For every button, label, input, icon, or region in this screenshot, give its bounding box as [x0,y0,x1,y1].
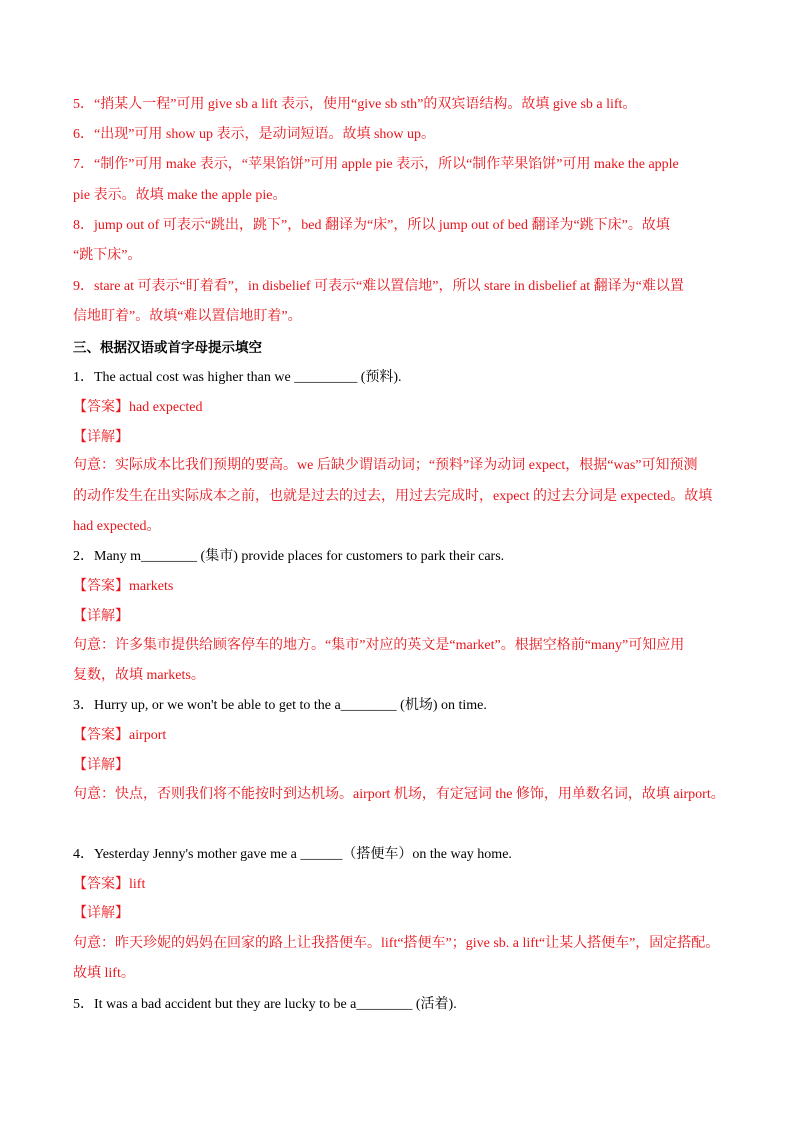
explanation-line: 6．“出现”可用 show up 表示，是动词短语。故填 show up。 [73,127,436,142]
explanation-line: 9．stare at 可表示“盯着看”，in disbelief 可表示“难以置信地”，所以 stare in disbelief at 翻译为“难以置 [73,279,684,294]
explanation-4-line: 故填 lift。 [73,966,135,981]
explanation-line: 信地盯着”。故填“难以置信地盯着”。 [73,309,302,324]
question-2: 2．Many m________ (集市) provide places for customers to park their cars. [73,549,505,564]
explanation-line: 5．“捎某人一程”可用 give sb a lift 表示，使用“give sb sth”的双宾语结构。故填 give sb a lift。 [73,97,637,112]
section-title: 三、根据汉语或首字母提示填空 [73,340,262,356]
explanation-line: 7．“制作”可用 make 表示，“苹果馅饼”可用 apple pie 表示，所以“制作苹果馅饼”可用 make the apple [73,157,679,172]
explanation-1-line: had expected。 [73,519,161,534]
question-3: 3．Hurry up, or we won't be able to get to the a________ (机场) on time. [73,698,487,713]
explanation-line: pie 表示。故填 make the apple pie。 [73,188,287,203]
answer-3: 【答案】airport [73,728,167,743]
answer-4: 【答案】lift [73,877,146,892]
explanation-1-line: 句意：实际成本比我们预期的要高。we 后缺少谓语动词；“预料”译为动词 expect，根据“was”可知预测 [73,458,698,473]
detail-label-4: 【详解】 [73,906,129,921]
explanation-3-line: 句意：快点，否则我们将不能按时到达机场。airport 机场，有定冠词 the 修饰，用单数名词，故填 airport。 [73,787,725,802]
explanation-4-line: 句意：昨天珍妮的妈妈在回家的路上让我搭便车。lift“搭便车”；give sb. a lift“让某人搭便车”，固定搭配。 [73,936,720,951]
explanation-line: 8．jump out of 可表示“跳出，跳下”，bed 翻译为“床”，所以 jump out of bed 翻译为“跳下床”。故填 [73,218,670,233]
detail-label-2: 【详解】 [73,609,129,624]
explanation-2-line: 复数，故填 markets。 [73,668,205,683]
explanation-line: “跳下床”。 [73,248,142,263]
question-1: 1．The actual cost was higher than we _________ (预料). [73,370,402,385]
answer-1: 【答案】had expected [73,400,203,415]
explanation-1-line: 的动作发生在出实际成本之前，也就是过去的过去，用过去完成时，expect 的过去分词是 expected。故填 [73,489,713,504]
detail-label-1: 【详解】 [73,430,129,445]
answer-2: 【答案】markets [73,579,174,594]
explanation-2-line: 句意：许多集市提供给顾客停车的地方。“集市”对应的英文是“market”。根据空格前“many”可知应用 [73,638,685,653]
question-4: 4．Yesterday Jenny's mother gave me a ______（搭便车）on the way home. [73,847,512,862]
detail-label-3: 【详解】 [73,758,129,773]
question-5: 5．It was a bad accident but they are lucky to be a________ (活着). [73,997,457,1012]
